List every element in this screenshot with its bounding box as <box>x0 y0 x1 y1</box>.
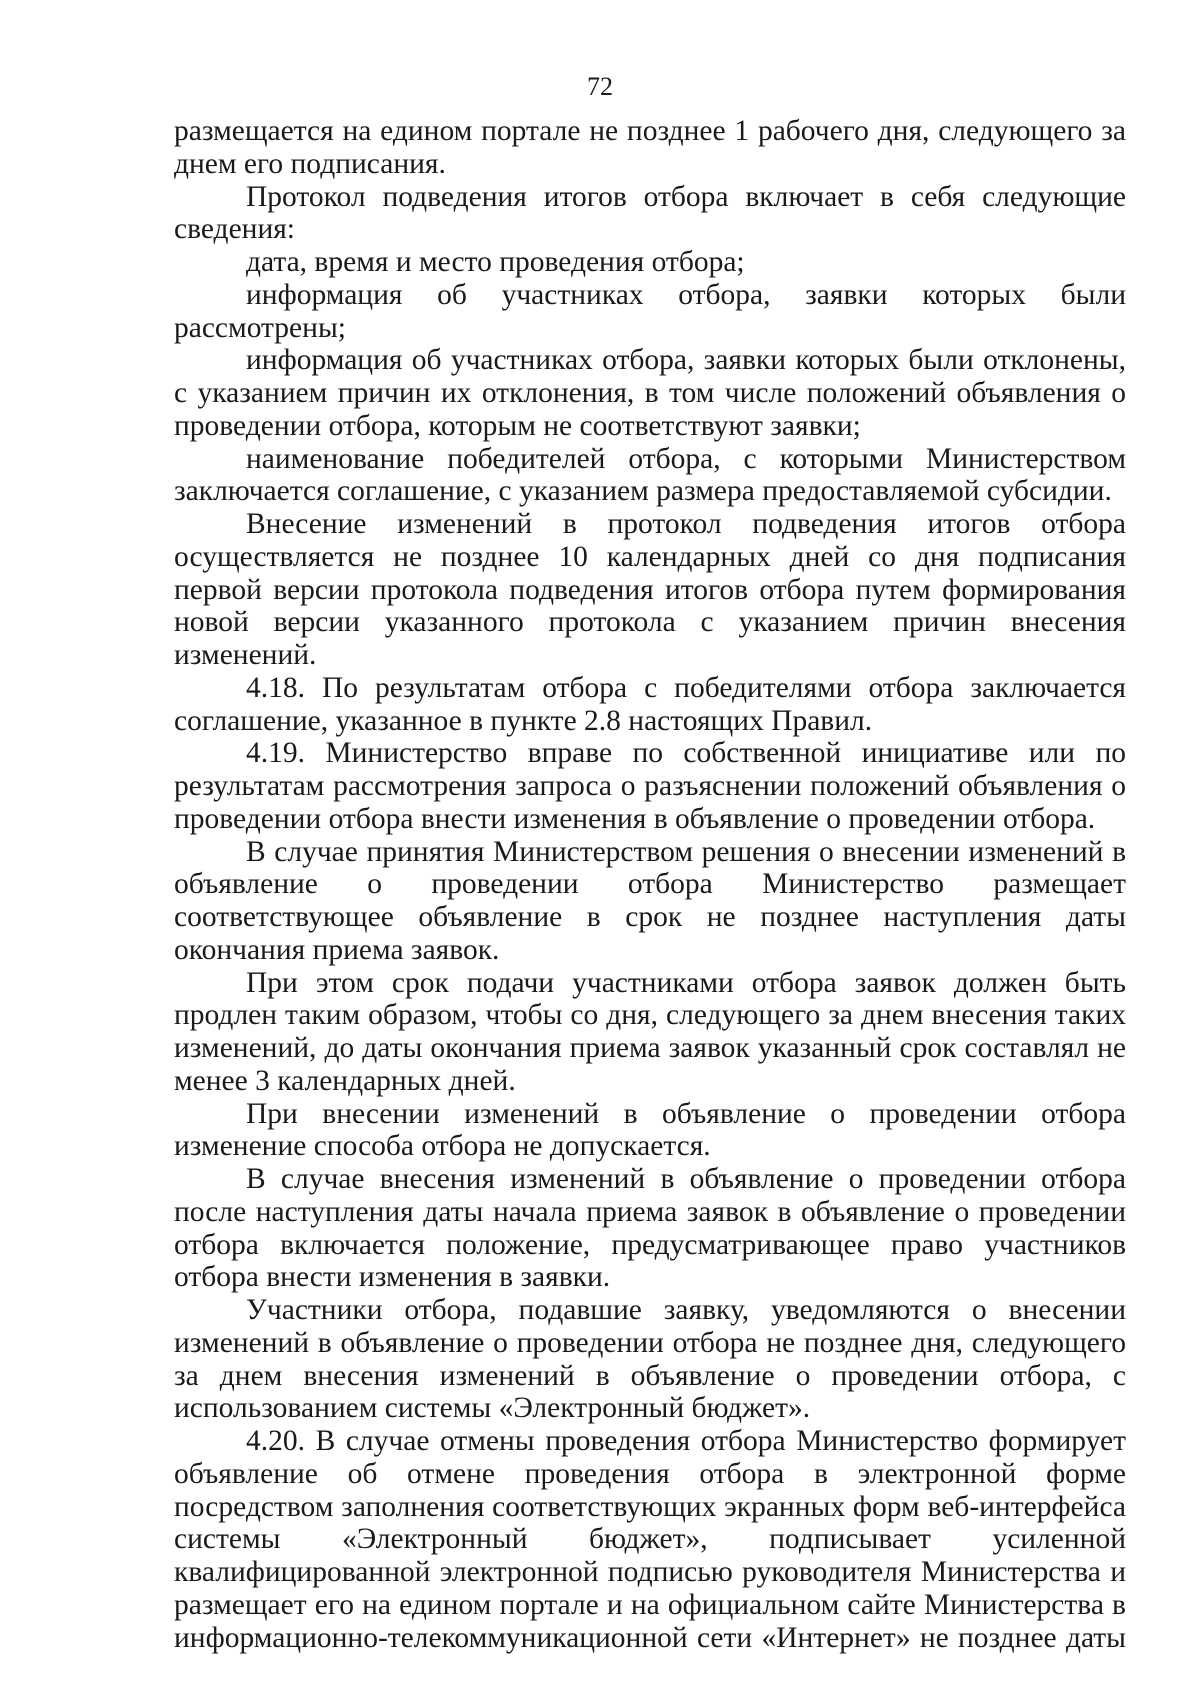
paragraph-method-change-prohibited: При внесении изменений в объявление о проведении отбора изменение способа отбора не допускается. <box>174 1097 1126 1163</box>
paragraph-protocol-amendments: Внесение изменений в протокол подведения итогов отбора осуществляется не позднее 10 календарных дней со дня подписания первой версии протокола подведения итогов отбора путем формирования новой версии указанного протокола с указанием причин внесения изменений. <box>174 508 1126 671</box>
list-item-winners: наименование победителей отбора, с которыми Министерством заключается соглашение, с указанием размера предоставляемой субсидии. <box>174 442 1126 508</box>
paragraph-section-4-20: 4.20. В случае отмены проведения отбора Министерство формирует объявление об отмене проведения отбора в электронной форме посредством заполнения соответствующих экранных форм веб-интерфейса системы «Электронный бюджет», подписывает усиленной квалифицированной электронной подписью руководителя Министерства и размещает его на едином портале и на официальном сайте Министерства в информационно-телекоммуникационной сети «Интернет» не позднее даты <box>174 1425 1126 1654</box>
paragraph-participant-notification: Участники отбора, подавшие заявку, уведомляются о внесении изменений в объявление о проведении отбора не позднее дня, следующего за днем внесения изменений в объявление о проведении отбора, с использованием системы «Электронный бюджет». <box>174 1294 1126 1425</box>
paragraph-section-4-19: 4.19. Министерство вправе по собственной инициативе или по результатам рассмотрения запроса о разъяснении положений объявления о проведении отбора внести изменения в объявление о проведении отбора. <box>174 737 1126 835</box>
paragraph-announcement-changes: В случае принятия Министерством решения о внесении изменений в объявление о проведении отбора Министерство размещает соответствующее объявление в срок не позднее наступления даты окончания приема заявок. <box>174 835 1126 966</box>
paragraph-changes-after-start: В случае внесения изменений в объявление о проведении отбора после наступления даты начала приема заявок в объявление о проведении отбора включается положение, предусматривающее право участников отбора внести изменения в заявки. <box>174 1163 1126 1294</box>
paragraph-continuation: размещается на едином портале не позднее 1 рабочего дня, следующего за днем его подписания. <box>174 115 1126 180</box>
paragraph-section-4-18: 4.18. По результатам отбора с победителями отбора заключается соглашение, указанное в пункте 2.8 настоящих Правил. <box>174 671 1126 737</box>
paragraph-protocol-contents: Протокол подведения итогов отбора включает в себя следующие сведения: <box>174 180 1126 246</box>
paragraph-deadline-extension: При этом срок подачи участниками отбора заявок должен быть продлен таким образом, чтобы со дня, следующего за днем внесения таких изменений, до даты окончания приема заявок указанный срок составлял не менее 3 календарных дней. <box>174 966 1126 1097</box>
page-number: 72 <box>587 72 613 101</box>
list-item-date-time-place: дата, время и место проведения отбора; <box>246 246 745 278</box>
list-item-rejected-participants: информация об участниках отбора, заявки которых были отклонены, с указанием причин их отклонения, в том числе положений объявления о проведении отбора, которым не соответствуют заявки; <box>174 344 1126 442</box>
list-item-reviewed-participants: информация об участниках отбора, заявки которых были рассмотрены; <box>174 278 1126 344</box>
document-body <box>174 115 1126 1654</box>
